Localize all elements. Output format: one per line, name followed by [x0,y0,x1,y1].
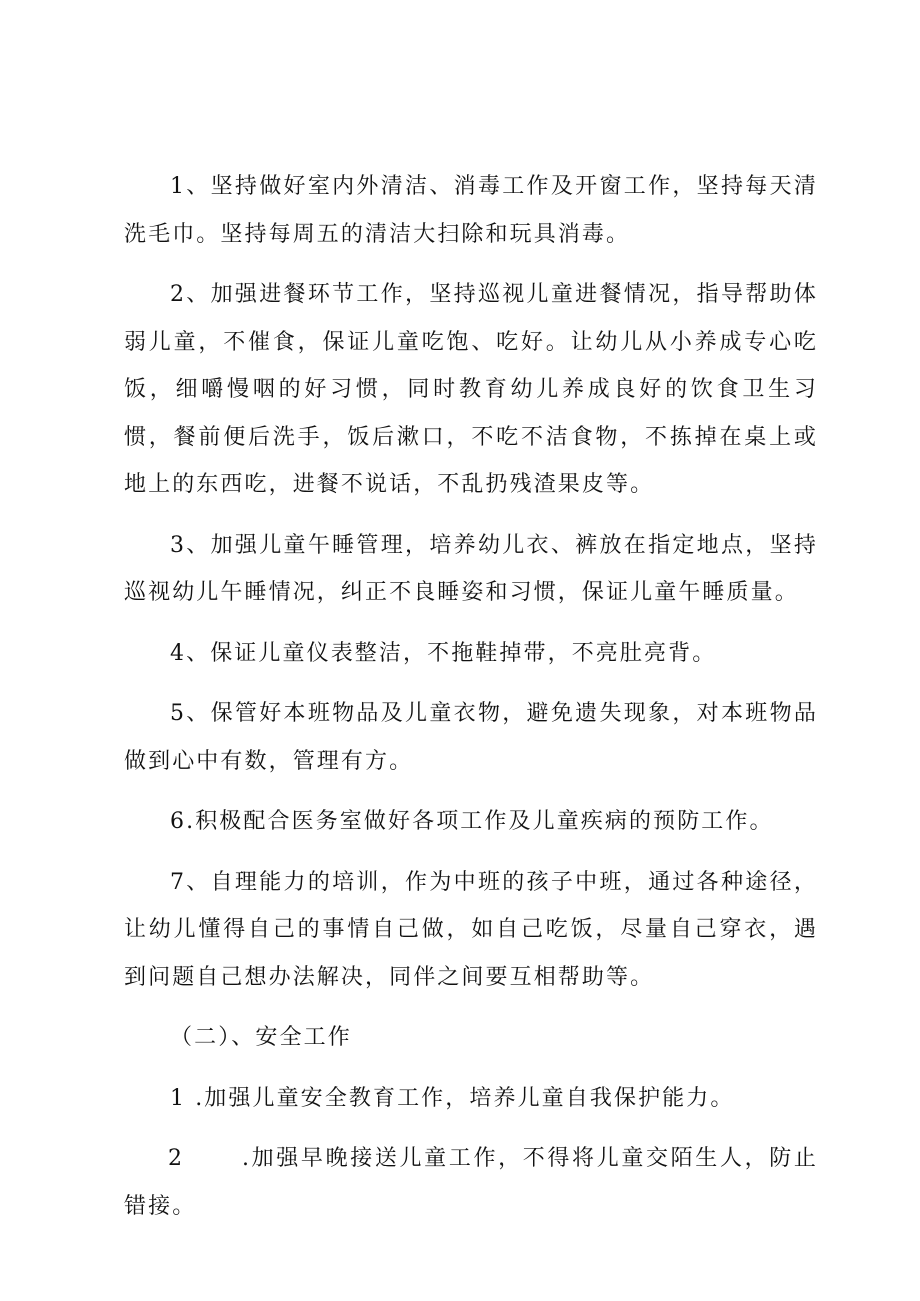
paragraph-health: 6.积极配合医务室做好各项工作及儿童疾病的预防工作。 [170,809,774,834]
paragraph-belongings: 5、保管好本班物品及儿童衣物，避免遗失现象，对本班物品做到心中有数，管理有方。 [124,701,818,774]
paragraph-meals: 2、加强进餐环节工作，坚持巡视儿童进餐情况，指导帮助体弱儿童，不催食，保证儿童吃饱、吃好。让幼儿从小养成专心吃饭，细嚼慢咽的好习惯，同时教育幼儿养成良好的饮食卫生习惯，餐前便后洗手，饭后漱口，不吃不洁食物，不拣掉在桌上或地上的东西吃，进餐不说话，不乱扔残渣果皮等。 [124,282,818,497]
paragraph-nap: 3、加强儿童午睡管理，培养幼儿衣、裤放在指定地点，坚持巡视幼儿午睡情况，纠正不良睡姿和习惯，保证儿童午睡质量。 [124,532,818,605]
section-heading-safety: （二）、安全工作 [170,1025,352,1050]
paragraph-self-care: 7、自理能力的培训，作为中班的孩子中班，通过各种途径，让幼儿懂得自己的事情自己做，如自己吃饭，尽量自己穿衣，遇到问题自己想办法解决，同伴之间要互相帮助等。 [124,869,818,990]
item-number: 2 [168,1146,185,1171]
paragraph-pickup [124,1135,818,1230]
item-text: .加强早晚接送儿童工作，不得将儿童交陌生人，防止错接。 [124,1146,818,1219]
paragraph-appearance: 4、保证儿童仪表整洁，不拖鞋掉带，不亮肚亮背。 [170,640,717,666]
paragraph-safety-education: 1 .加强儿童安全教育工作，培养儿童自我保护能力。 [170,1085,735,1111]
document-body [124,163,818,1230]
paragraph-hygiene: 1、坚持做好室内外清洁、消毒工作及开窗工作，坚持每天清洗毛巾。坚持每周五的清洁大扫除和玩具消毒。 [124,174,818,247]
